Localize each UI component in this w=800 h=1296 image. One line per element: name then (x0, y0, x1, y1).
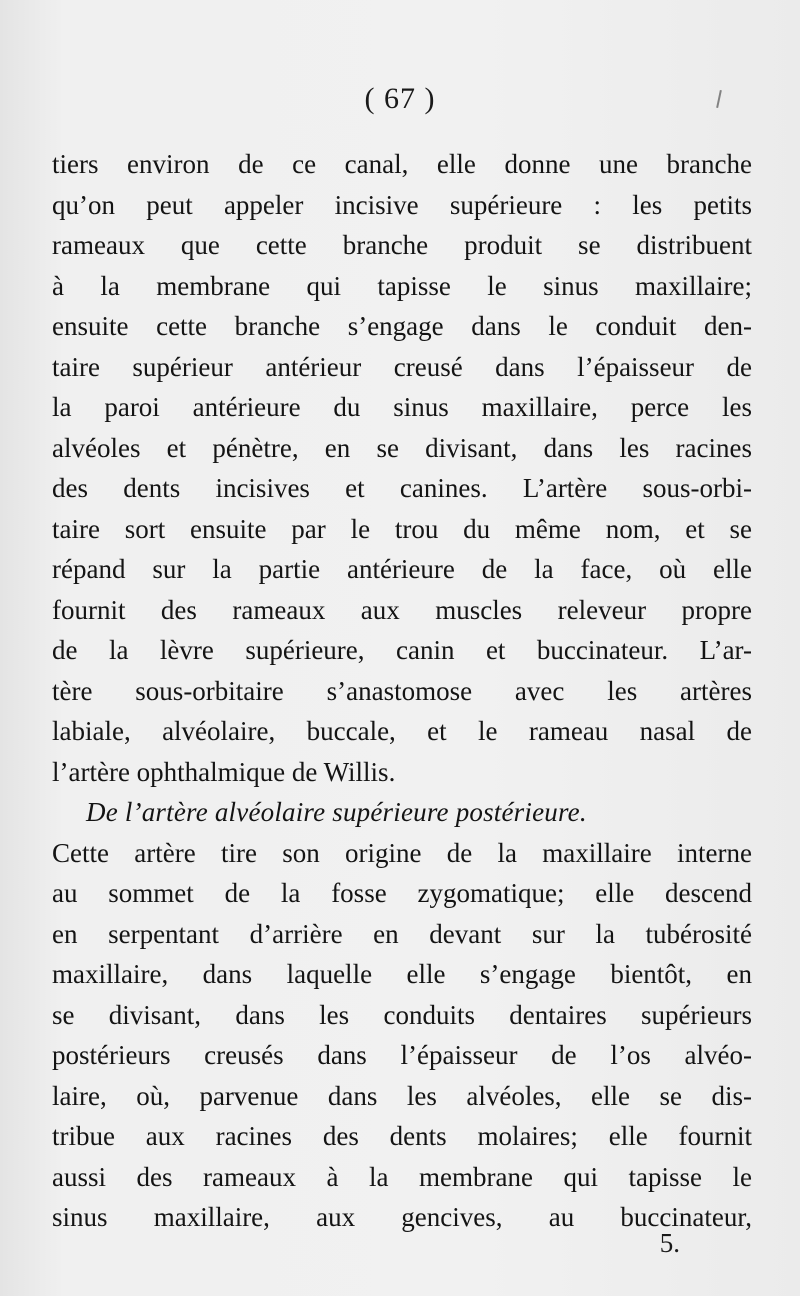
text-line: ensuite cette branche s’engage dans le conduit den- (52, 311, 752, 341)
text-line: labiale, alvéolaire, buccale, et le rameau nasal de (52, 716, 752, 746)
text-line: la paroi antérieure du sinus maxillaire, perce les (52, 392, 752, 422)
text-line: des dents incisives et canines. L’artère sous-orbi- (52, 473, 752, 503)
text-line: tère sous-orbitaire s’anastomose avec les artères (52, 675, 752, 706)
text-line: aussi des rameaux à la membrane qui tapisse le (52, 1161, 752, 1192)
text-line: Cette artère tire son origine de la maxillaire interne (52, 837, 752, 868)
text-line: fournit des rameaux aux muscles releveur propre (52, 594, 752, 625)
text-line: postérieurs creusés dans l’épaisseur de l’os alvéo- (52, 1040, 752, 1070)
text-line: taire sort ensuite par le trou du même nom, et se (52, 513, 752, 544)
text-line: rameaux que cette branche produit se distribuent (52, 230, 752, 260)
text-line: sinus maxillaire, aux gencives, au buccinateur, (52, 1202, 752, 1232)
page-number: ( 67 ) (364, 82, 436, 115)
text-line: se divisant, dans les conduits dentaires supérieurs (52, 999, 752, 1030)
text-line: tiers environ de ce canal, elle donne une branche (52, 149, 752, 179)
text-line: maxillaire, dans laquelle elle s’engage bientôt, en (52, 959, 752, 989)
text-line: taire supérieur antérieur creusé dans l’épaisseur de (52, 351, 752, 382)
text-line: à la membrane qui tapisse le sinus maxillaire; (52, 270, 752, 301)
text-line: qu’on peut appeler incisive supérieure : les petits (52, 189, 752, 220)
text-line: au sommet de la fosse zygomatique; elle descend (52, 878, 752, 908)
text-line: laire, où, parvenue dans les alvéoles, elle se dis- (52, 1080, 752, 1111)
section-heading: De l’artère alvéolaire supérieure postérieure. (86, 797, 587, 827)
text-line: répand sur la partie antérieure de la face, où elle (52, 554, 752, 584)
text-line: en serpentant d’arrière en devant sur la tubérosité (52, 918, 752, 949)
text-line: de la lèvre supérieure, canin et buccinateur. L’ar- (52, 635, 752, 665)
text-line: tribue aux racines des dents molaires; elle fournit (52, 1121, 752, 1151)
text-line: l’artère ophthalmique de Willis. (52, 756, 396, 787)
body-text (52, 144, 752, 1238)
signature-mark: 5. (659, 1228, 680, 1258)
text-line: alvéoles et pénètre, en se divisant, dans les racines (52, 432, 752, 463)
